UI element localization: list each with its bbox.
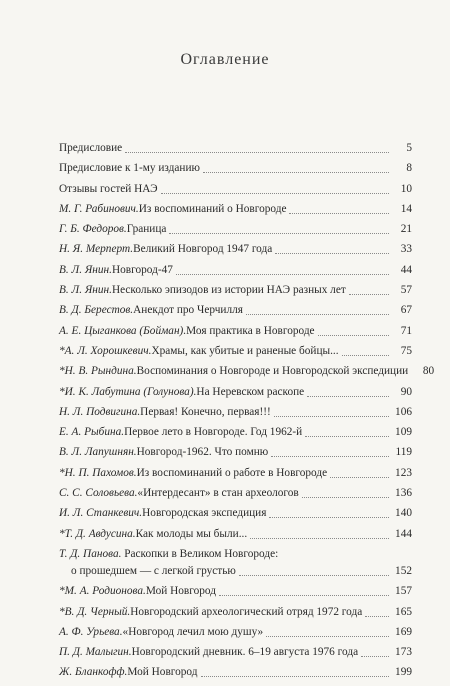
toc-entry-page: 109 bbox=[395, 426, 412, 439]
toc-entry-leader bbox=[365, 616, 389, 617]
toc-entry-page: 152 bbox=[395, 564, 412, 577]
toc-entry bbox=[59, 584, 412, 599]
toc-entry-author: *И. К. Лабутина (Голунова). bbox=[59, 385, 197, 398]
toc-entry bbox=[59, 405, 412, 420]
toc-entry-author: Е. А. Рыбина. bbox=[59, 426, 125, 439]
toc-entry-title: Моя практика в Новгороде bbox=[186, 324, 315, 337]
toc-entry-title: Граница bbox=[126, 223, 167, 236]
toc-entry-title: Несколько эпизодов из истории НАЭ разных лет bbox=[111, 284, 346, 297]
toc-entry-author: *Н. П. Пахомов. bbox=[59, 466, 137, 479]
toc-entry bbox=[59, 625, 412, 640]
toc-entry bbox=[59, 141, 412, 156]
toc-entry-author: Н. Л. Подвигина. bbox=[59, 405, 141, 418]
toc-entry-title: Новгородский дневник. 6–19 августа 1976 года bbox=[131, 646, 359, 659]
toc-entry-title: Мой Новгород bbox=[127, 666, 198, 679]
toc-entry-leader bbox=[361, 656, 389, 657]
toc-entry-author: В. Л. Янин. bbox=[59, 284, 112, 297]
toc-entry-page: 199 bbox=[395, 666, 412, 679]
toc-entry-leader bbox=[266, 636, 389, 637]
toc-entry bbox=[59, 506, 412, 521]
toc-entry-title: «Интердесант» в стан археологов bbox=[137, 487, 299, 500]
toc-entry-page: 90 bbox=[400, 385, 412, 398]
toc-entry-page: 33 bbox=[400, 243, 412, 256]
toc-entry-title: Новгородский археологический отряд 1972 года bbox=[130, 605, 363, 618]
toc-entry bbox=[59, 547, 412, 579]
toc-entry-title: Предисловие к 1-му изданию bbox=[59, 162, 200, 175]
toc-entry-page: 136 bbox=[395, 487, 412, 500]
toc-entry bbox=[59, 425, 412, 440]
toc-entry-page: 173 bbox=[395, 646, 412, 659]
toc-entry-page: 44 bbox=[400, 263, 412, 276]
toc-entry-leader bbox=[161, 193, 389, 194]
toc-entry-title: Из воспоминаний о Новгороде bbox=[138, 202, 287, 215]
toc-entry-page: 10 bbox=[400, 182, 412, 195]
toc-entry-author: М. Г. Рабинович. bbox=[59, 202, 139, 215]
toc-entry-author: *Т. Д. Авдусина. bbox=[59, 527, 136, 540]
toc-entry bbox=[59, 222, 412, 237]
toc-entry-title: Новгород-47 bbox=[111, 263, 173, 276]
toc-entry-leader bbox=[269, 517, 389, 518]
toc-entry-leader bbox=[271, 456, 389, 457]
toc-entry-title: «Новгород лечил мою душу» bbox=[122, 625, 264, 638]
toc-entry-leader bbox=[219, 595, 389, 596]
toc-entry-page: 140 bbox=[395, 507, 412, 520]
toc-entry-leader bbox=[201, 676, 389, 677]
toc-entry-leader bbox=[250, 538, 389, 539]
toc-entry-leader bbox=[342, 355, 389, 356]
toc-entry-title: Раскопки в Великом Новгороде: bbox=[121, 547, 279, 560]
toc-entry-author: *М. А. Родионова. bbox=[59, 585, 146, 598]
toc-entry-page: 144 bbox=[395, 527, 412, 540]
toc-entry-page: 8 bbox=[406, 162, 412, 175]
toc-entry bbox=[59, 263, 412, 278]
toc-entry-page: 14 bbox=[400, 202, 412, 215]
toc-entry-author: В. Л. Лапушнян. bbox=[59, 446, 137, 459]
toc-entry-author: В. Д. Берестов. bbox=[59, 304, 134, 317]
toc-entry-author: И. Л. Станкевич. bbox=[59, 507, 143, 520]
toc-entry-leader bbox=[169, 233, 389, 234]
toc-entry-author: В. Л. Янин. bbox=[59, 263, 112, 276]
toc-entry bbox=[59, 527, 412, 542]
toc-entry-leader bbox=[307, 396, 389, 397]
toc-entry-author: Н. Я. Мерперт. bbox=[59, 243, 134, 256]
toc-entry-leader bbox=[318, 335, 389, 336]
toc-entry-title: Воспоминания о Новгороде и Новгородской экспедиции bbox=[136, 365, 409, 378]
toc-entry-author: А. Е. Цыганкова (Бойман). bbox=[59, 324, 187, 337]
toc-entry bbox=[59, 283, 412, 298]
toc-entry-page: 123 bbox=[395, 466, 412, 479]
toc-entry-leader bbox=[275, 253, 389, 254]
toc-entry-title: Как молоды мы были... bbox=[135, 527, 248, 540]
toc-entry bbox=[59, 385, 412, 400]
toc-entry bbox=[59, 605, 412, 620]
toc-entry-title: На Неревском раскопе bbox=[196, 385, 305, 398]
toc-entry-title-cont: о прошедшем — с легкой грустью bbox=[71, 564, 236, 577]
toc-entry bbox=[59, 202, 412, 217]
toc-entry-leader bbox=[330, 477, 389, 478]
toc-entry bbox=[59, 445, 412, 460]
toc-entry-title: Новгород-1962. Что помню bbox=[136, 446, 269, 459]
toc-entry-author: Т. Д. Панова. bbox=[59, 547, 122, 560]
toc-entry-page: 80 bbox=[422, 365, 435, 378]
toc-entry bbox=[59, 344, 412, 359]
toc-entry-page: 157 bbox=[395, 585, 412, 598]
toc-entry-title: Из воспоминаний о работе в Новгороде bbox=[136, 466, 328, 479]
toc-entry bbox=[59, 665, 412, 680]
toc-entry-title: Первое лето в Новгороде. Год 1962-й bbox=[124, 426, 303, 439]
toc-entry-leader bbox=[246, 314, 389, 315]
toc-entry-author: С. С. Соловьева. bbox=[59, 487, 138, 500]
toc-entry bbox=[59, 324, 412, 339]
toc-entry-page: 165 bbox=[395, 605, 412, 618]
toc-entry-title: Отзывы гостей НАЭ bbox=[59, 182, 158, 195]
toc-entry-title: Новгородская экспедиция bbox=[142, 507, 267, 520]
toc-entry-title: Мой Новгород bbox=[145, 585, 216, 598]
toc-entry bbox=[59, 161, 412, 176]
toc-entry-page: 75 bbox=[400, 344, 412, 357]
toc-entry-author: *А. Л. Хорошкевич. bbox=[59, 344, 152, 357]
toc-entry-page: 67 bbox=[400, 304, 412, 317]
toc-entry-page: 71 bbox=[400, 324, 412, 337]
toc-entry-page: 119 bbox=[395, 446, 412, 459]
toc-entry bbox=[59, 242, 412, 257]
toc-entry-author: Г. Б. Федоров. bbox=[59, 223, 127, 236]
page-title: Оглавление bbox=[180, 51, 270, 68]
toc-entry bbox=[59, 364, 435, 379]
toc-entry-page: 21 bbox=[400, 223, 412, 236]
toc-entry-leader bbox=[349, 294, 389, 295]
toc-entry-title: Первая! Конечно, первая!!! bbox=[140, 405, 271, 418]
toc-entry-leader bbox=[203, 172, 389, 173]
toc-entry-leader bbox=[289, 213, 389, 214]
toc-entry-author: П. Д. Малыгин. bbox=[59, 646, 132, 659]
toc-entry-page: 5 bbox=[406, 142, 412, 154]
toc-entry-leader bbox=[125, 152, 389, 153]
toc-entry-author: *Н. В. Рындина. bbox=[59, 365, 137, 378]
toc-entry-title: Храмы, как убитые и раненые бойцы... bbox=[151, 344, 339, 357]
toc-entry-leader bbox=[302, 497, 389, 498]
toc-entry-title: Предисловие bbox=[59, 142, 123, 154]
toc-entry-page: 169 bbox=[395, 625, 412, 638]
toc-entry bbox=[59, 303, 412, 318]
toc-entry bbox=[59, 182, 412, 197]
toc-entry-leader bbox=[239, 575, 389, 576]
toc-entry bbox=[59, 486, 412, 501]
toc-entry-title: Великий Новгород 1947 года bbox=[133, 243, 273, 256]
toc-entry-leader bbox=[176, 274, 389, 275]
toc-entry-author: Ж. Бланкофф. bbox=[59, 666, 128, 679]
toc-entry bbox=[59, 466, 412, 481]
toc-entry-author: *В. Д. Черный. bbox=[59, 605, 131, 618]
toc-entry-page: 57 bbox=[400, 284, 412, 297]
toc-entry-author: А. Ф. Урьева. bbox=[59, 625, 123, 638]
toc-entry-title: Анекдот про Черчилля bbox=[133, 304, 243, 317]
toc-entry-leader bbox=[274, 416, 389, 417]
toc-entry-leader bbox=[305, 436, 389, 437]
toc-list bbox=[59, 141, 435, 686]
toc-entry-page: 106 bbox=[395, 405, 412, 418]
